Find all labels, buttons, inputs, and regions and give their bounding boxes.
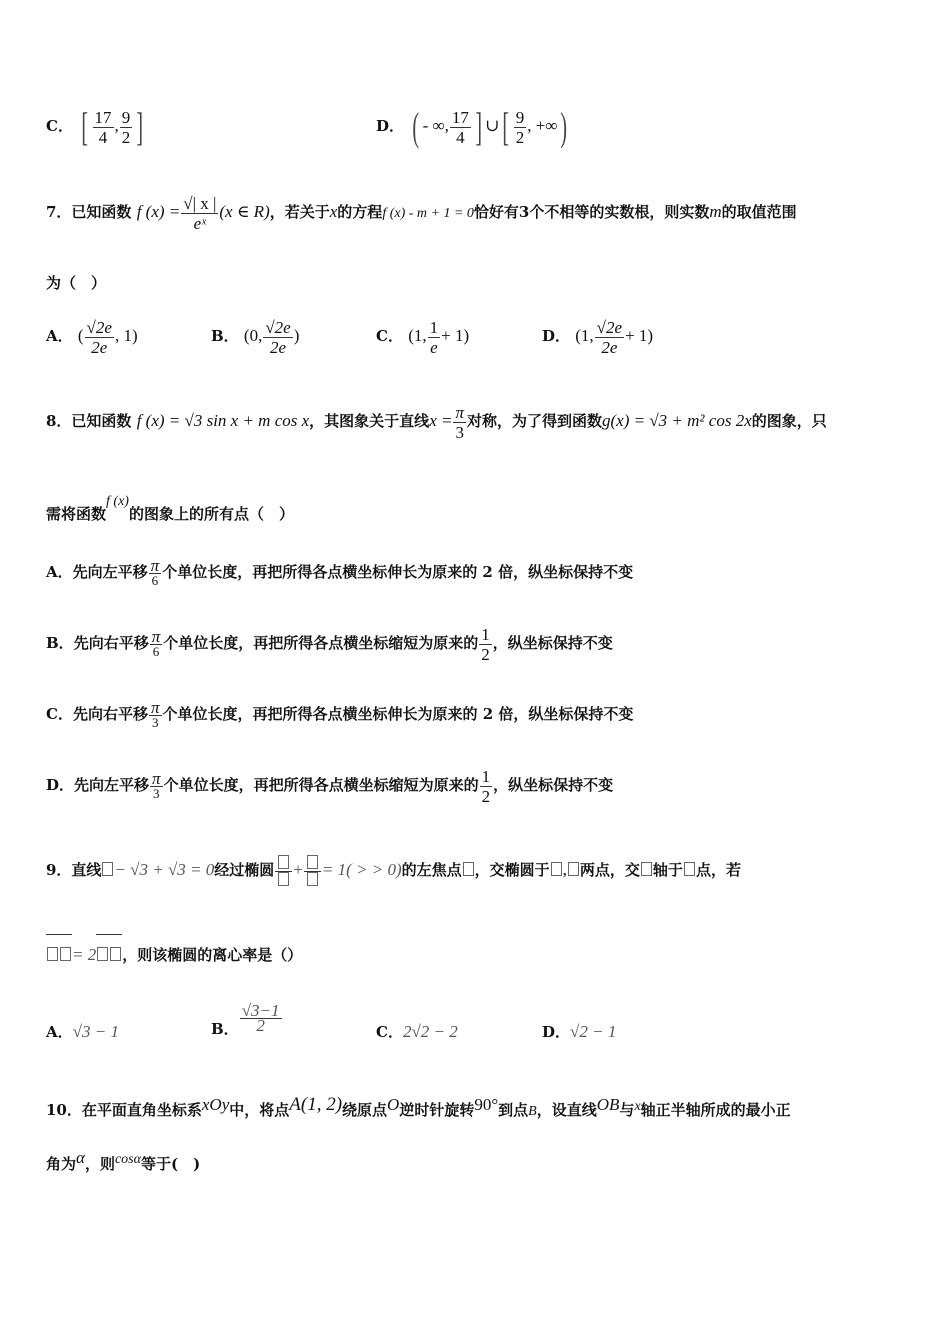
left-bracket: [: [81, 104, 89, 149]
q8-option-b[interactable]: B．先向右平移 $\frac{\pi}{6}$ 个单位长度，再把所得各点横坐标缩短为原来的 $\frac{1}{2}$ ，纵坐标保持不变: [46, 624, 613, 664]
q7-option-b[interactable]: B． (0, $\frac{√2e}{2e}$ ): [211, 317, 300, 357]
fraction: $\frac{√| x |}{\text{eˣ}}$: [183, 193, 217, 233]
q6-option-d[interactable]: D． ( - ∞, $\frac{17}{4}$ ] ∪[ $\frac{9}{2}$ , +∞): [376, 104, 568, 149]
fraction: $\frac{1}{e}$: [429, 317, 439, 357]
fraction: $\frac{17}{4}$: [451, 107, 469, 147]
fraction: $\frac{1}{2}$: [481, 766, 491, 806]
q7-option-d[interactable]: D． (1, $\frac{√2e}{2e}$ + 1): [542, 317, 654, 357]
left-paren: (: [412, 104, 420, 149]
q9-option-a[interactable]: A．√3 − 1: [46, 1022, 119, 1041]
vector-arrow: [96, 934, 122, 975]
q8-stem-line2: 需将函数f (x)的图象上的所有点（ ）: [46, 494, 294, 523]
q7-option-c[interactable]: C． (1, $\frac{1}{e}$ + 1): [376, 317, 470, 357]
fraction: [275, 855, 292, 888]
q8-option-c[interactable]: C．先向右平移 $\frac{\pi}{3}$ 个单位长度，再把所得各点横坐标伸长为原来的 2 倍，纵坐标保持不变: [46, 697, 634, 730]
fraction: $\frac{\pi}{6}$: [150, 555, 160, 588]
q9-option-c[interactable]: C．2√2 − 2: [376, 1022, 458, 1041]
q8-option-d[interactable]: D．先向左平移 $\frac{\pi}{3}$ 个单位长度，再把所得各点横坐标缩短为原来的 $\frac{1}{2}$ ，纵坐标保持不变: [46, 766, 614, 806]
q6-option-c[interactable]: C． [ $\frac{17}{4}$ , $\frac{9}{2}$ ]: [46, 104, 144, 149]
fraction: $\frac{1}{2}$: [481, 624, 490, 664]
fraction: $\frac{9}{2}$: [121, 107, 131, 147]
vector-arrow: [46, 934, 72, 975]
fraction: $\frac{\pi}{3}$: [150, 697, 160, 730]
q9-option-b[interactable]: B． $\frac{√3-1}{2}$: [211, 1000, 280, 1038]
fraction: $\frac{9}{2}$: [515, 107, 525, 147]
missing-glyph: [102, 862, 113, 876]
fraction: $\frac{17}{4}$: [94, 107, 112, 147]
fraction: $\frac{√3-1}{2}$: [241, 1000, 280, 1035]
fraction: $\frac{\pi}{3}$: [455, 402, 464, 442]
q7-stem-line1: 7．已知函数 f (x) = $\frac{√| x |}{\text{eˣ}}$ (x ∈ R)，若关于x的方程f (x) - m + 1 = 0恰好有3个不相等的实数根，则实数m的取值范围: [46, 193, 797, 233]
q9-stem-line1: 9．直线 − √3 + √3 = 0经过椭圆 + = 1( > > 0)的左焦点 ，交椭圆于 , 两点，交 轴于 点，若: [46, 846, 741, 894]
q8-option-a[interactable]: A．先向左平移 $\frac{\pi}{6}$ 个单位长度，再把所得各点横坐标伸长为原来的 2 倍，纵坐标保持不变: [46, 555, 634, 588]
q10-stem-line1: 10．在平面直角坐标系xOy中，将点A(1, 2)绕原点O逆时针旋转90°到点B，设直线OB与x轴正半轴所成的最小正: [46, 1094, 791, 1119]
fraction: $\frac{√2e}{2e}$: [596, 317, 623, 357]
option-label: C．: [46, 117, 73, 135]
q7-stem-line2: 为（ ）: [46, 274, 107, 292]
q8-stem-line1: 8．已知函数 f (x) = √3 sin x + m cos x，其图象关于直线x = $\frac{\pi}{3}$ 对称，为了得到函数g(x) = √3 + m² cos 2x的图象，只: [46, 402, 827, 442]
q7-option-a[interactable]: A． ( $\frac{√2e}{2e}$ , 1): [46, 317, 138, 357]
fraction: $\frac{\pi}{3}$: [152, 768, 161, 801]
q9-option-d[interactable]: D．√2 − 1: [542, 1022, 617, 1041]
option-label: D．: [376, 117, 405, 135]
fraction: $\frac{√2e}{2e}$: [86, 317, 112, 357]
q9-stem-line2: = 2 ，则该椭圆的离心率是（）: [46, 934, 302, 974]
fraction: $\frac{\pi}{6}$: [151, 626, 161, 659]
right-bracket: ]: [136, 104, 144, 149]
fraction: [304, 855, 321, 888]
q10-stem-line2: 角为α，则cosα等于( ): [46, 1148, 201, 1173]
fraction: $\frac{√2e}{2e}$: [265, 317, 291, 357]
